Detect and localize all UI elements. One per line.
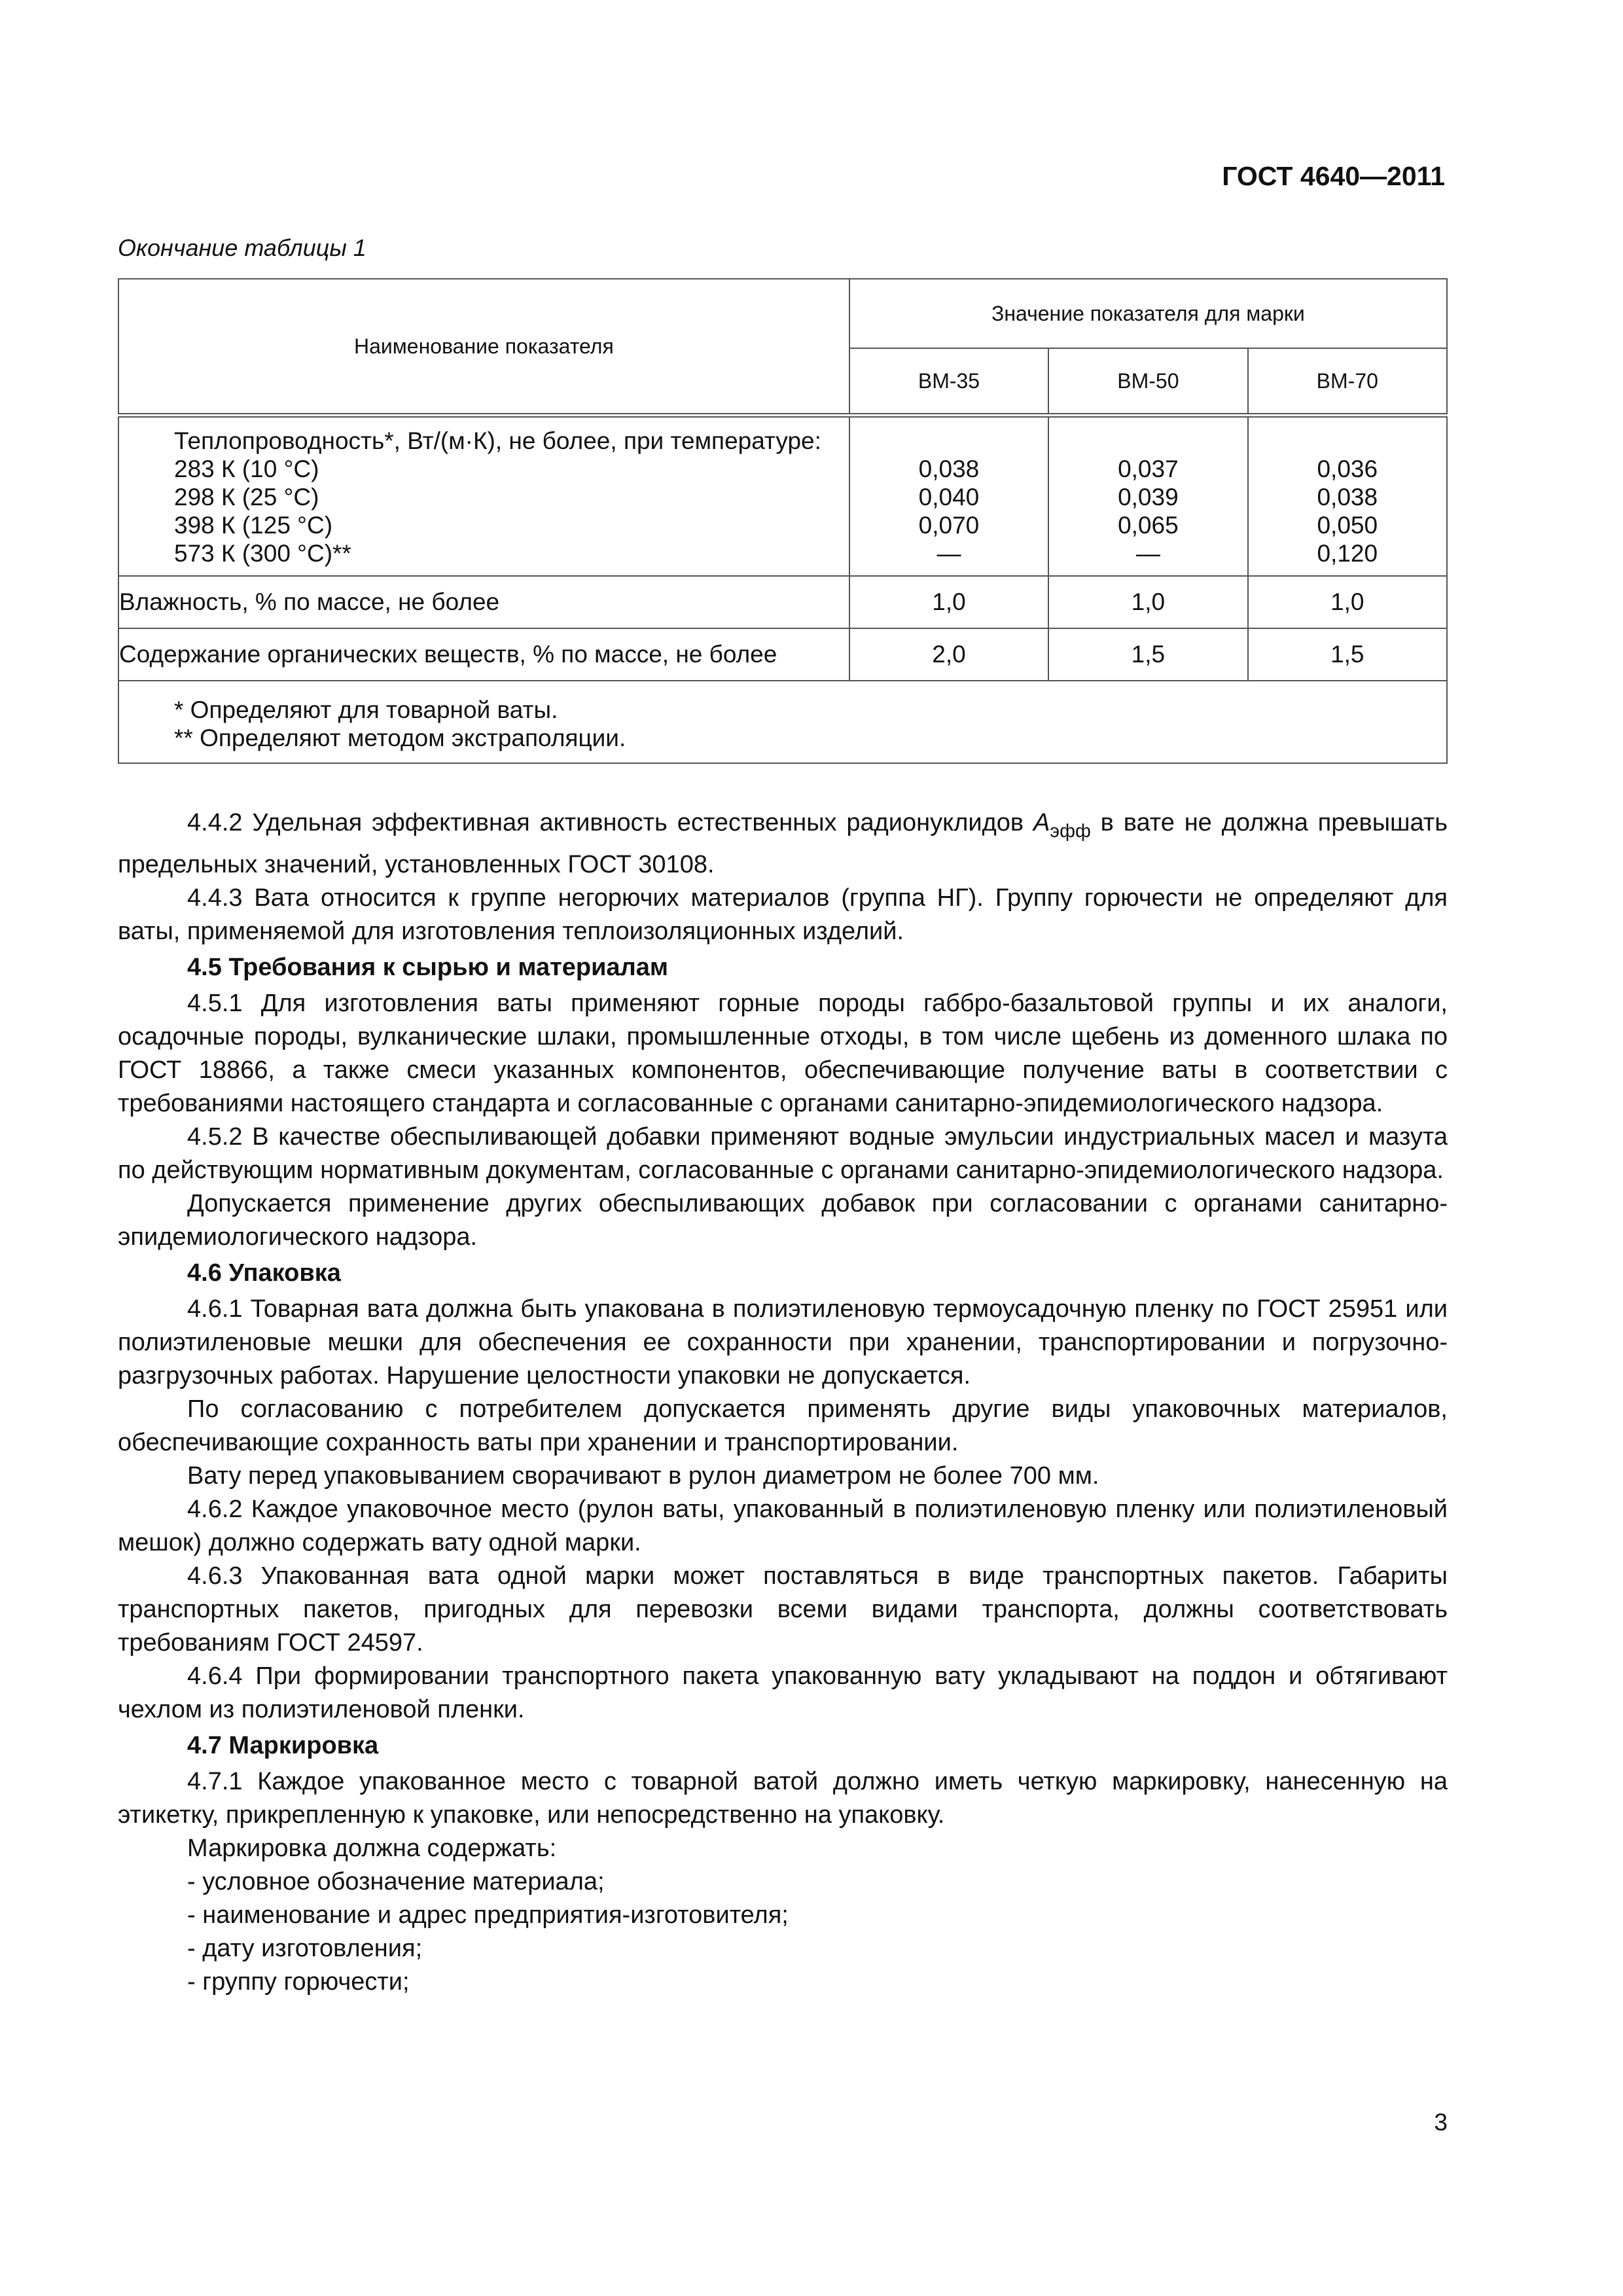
paragraph-4-5-2: 4.5.2 В качестве обеспыливающей добавки применяют водные эмульсии индустриальных масел и мазута по действующим нормативным документам, согласованные с органами санитарно-эпидемиологического надзора. [118,1123,1448,1184]
activity-subscript: эфф [1050,821,1091,842]
thermal-vm35-573: — [936,540,961,567]
list-item: - дату изготовления; [187,1935,423,1962]
paragraph-4-5-1: 4.5.1 Для изготовления ваты применяют горные породы габбро-базальтовой группы и их аналоги, осадочные породы, вулканические шлаки, промышленные отходы, в том числе щебень из доменного шлака по ГОСТ 18866, а также смеси указанных компонентов, обеспечивающие получение ваты в соответствии с требованиями настоящего стандарта и согласованные с органами санитарно-эпидемиологического надзора. [118,990,1448,1117]
section-heading-4-6: 4.6 Упаковка [187,1259,341,1287]
thermal-vm70-398: 0,050 [1317,512,1378,539]
humidity-vm35: 1,0 [849,576,1048,628]
table-row-organic [118,628,1447,681]
footnote-1: * Определяют для товарной ваты. [174,696,558,723]
body-text [118,806,1448,1999]
table-row-humidity [118,576,1447,628]
thermal-vm50-398: 0,065 [1118,512,1179,539]
section-heading-4-7: 4.7 Маркировка [187,1732,379,1759]
page-number: 3 [1434,2109,1448,2136]
paragraph-4-6-3: 4.6.3 Упакованная вата одной марки может поставляться в виде транспортных пакетов. Габариты транспортных пакетов, пригодных для перевозки всеми видами транспорта, должны соответствовать требованиям ГОСТ 24597. [118,1562,1448,1657]
paragraph-4-6-1: 4.6.1 Товарная вата должна быть упакована в полиэтиленовую термоусадочную пленку по ГОСТ 25951 или полиэтиленовые мешки для обеспечения ее сохранности при хранении, транспортировании и погрузочно-разгрузочных работах. Нарушение целостности упаковки не допускается. [118,1295,1448,1390]
paragraph-4-6-4: 4.6.4 При формировании транспортного пакета упакованную вату укладывают на поддон и обтягивают чехлом из полиэтиленовой пленки. [118,1662,1448,1723]
paragraph-4-6-1-roll: Вату перед упаковыванием сворачивают в рулон диаметром не более 700 мм. [187,1462,1099,1490]
paragraph-4-4-2: 4.4.2 Удельная эффективная активность естественных радионуклидов $A_{эфф}$ в вате не должна превышать предельных значений, установленных ГОСТ 30108. [118,809,1448,878]
section-heading-4-5: 4.5 Требования к сырью и материалам [187,954,668,981]
footnote-2: ** Определяют методом экстраполяции. [174,725,626,751]
table-row-footnotes [118,681,1447,763]
thermal-name-cell [118,416,849,577]
properties-table [118,278,1448,764]
paragraph-4-7-1: 4.7.1 Каждое упакованное место с товарной ватой должно иметь четкую маркировку, нанесенную на этикетку, прикрепленную к упаковке, или непосредственно на упаковку. [118,1768,1448,1829]
thermal-vm35-298: 0,040 [918,484,980,511]
thermal-vm50-298: 0,039 [1118,484,1179,511]
humidity-name: Влажность, % по массе, не более [118,576,849,628]
temp-283: 283 К (10 °С) [174,456,319,482]
paragraph-4-6-2: 4.6.2 Каждое упаковочное место (рулон ваты, упакованный в полиэтиленовую пленку или полиэтиленовый мешок) должно содержать вату одной марки. [118,1496,1448,1556]
organic-vm35: 2,0 [849,628,1048,681]
grade-header-vm35: ВМ-35 [849,348,1048,416]
temp-573: 573 К (300 °С)** [174,540,351,567]
thermal-vm70-cell [1248,416,1447,577]
thermal-vm50-573: — [1135,540,1160,567]
thermal-vm35-398: 0,070 [918,512,980,539]
grade-header-vm50: ВМ-50 [1048,348,1247,416]
organic-name: Содержание органических веществ, % по массе, не более [118,628,849,681]
paragraph-4-6-1-agreement: По согласованию с потребителем допускается применять другие виды упаковочных материалов, обеспечивающие сохранность ваты при хранении и транспортировании. [118,1395,1448,1456]
paragraph-4-7-1-contents: Маркировка должна содержать: [187,1835,557,1862]
thermal-vm35-cell [849,416,1048,577]
grade-header-vm70: ВМ-70 [1248,348,1447,416]
thermal-vm70-573: 0,120 [1317,540,1378,567]
activity-symbol: A [1033,809,1050,836]
col-group-header: Значение показателя для марки [849,279,1447,348]
thermal-vm50-cell [1048,416,1247,577]
list-item: - наименование и адрес предприятия-изготовителя; [187,1901,789,1929]
col-name-header: Наименование показателя [118,279,849,416]
thermal-vm70-283: 0,036 [1317,456,1378,482]
table-row-thermal [118,416,1447,577]
list-item: - условное обозначение материала; [187,1868,605,1895]
humidity-vm50: 1,0 [1048,576,1247,628]
thermal-vm35-283: 0,038 [918,456,980,482]
table-caption: Окончание таблицы 1 [118,234,366,261]
organic-vm70: 1,5 [1248,628,1447,681]
organic-vm50: 1,5 [1048,628,1247,681]
thermal-vm50-283: 0,037 [1118,456,1179,482]
paragraph-4-5-2-addition: Допускается применение других обеспыливающих добавок при согласовании с органами санитарно-эпидемиологического надзора. [118,1190,1448,1251]
paragraph-4-4-3: 4.4.3 Вата относится к группе негорючих материалов (группа НГ). Группу горючести не определяют для ваты, применяемой для изготовления теплоизоляционных изделий. [118,884,1448,945]
temp-298: 298 К (25 °С) [174,484,319,511]
thermal-title: Теплопроводность*, Вт/(м·К), не более, при температуре: [174,427,821,454]
document-code: ГОСТ 4640—2011 [1222,161,1445,191]
table-footnotes [118,681,1447,763]
thermal-vm70-298: 0,038 [1317,484,1378,511]
list-item: - группу горючести; [187,1968,410,1996]
humidity-vm70: 1,0 [1248,576,1447,628]
temp-398: 398 К (125 °С) [174,512,333,539]
